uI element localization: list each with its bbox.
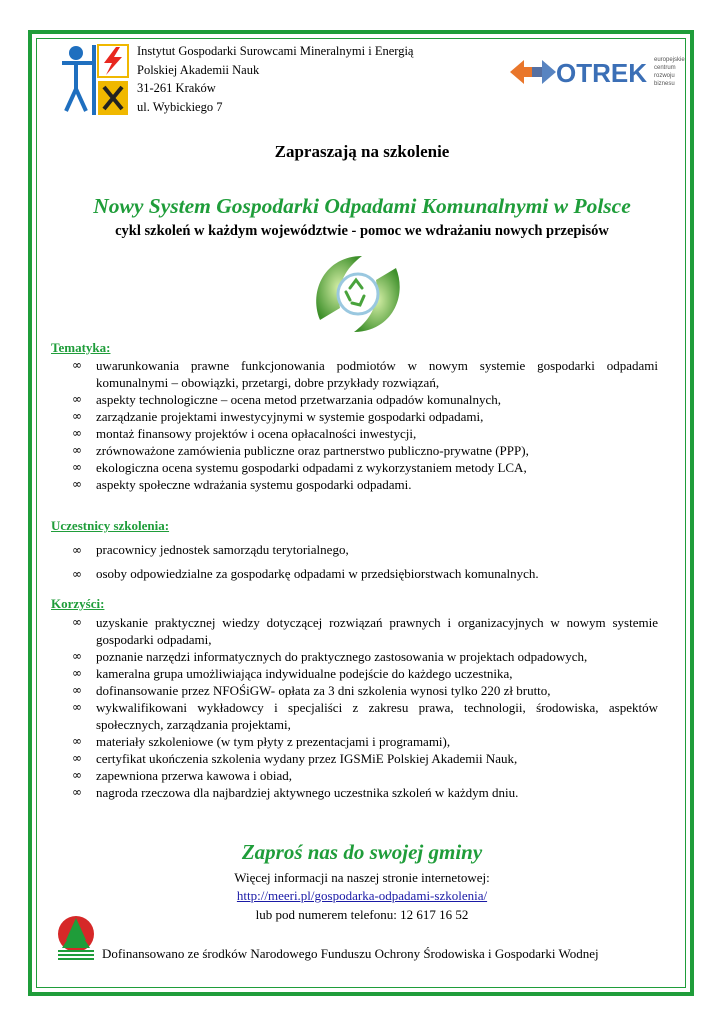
tematyka-list	[72, 357, 658, 493]
institute-academy-line: Polskiej Akademii Nauk	[137, 62, 260, 77]
institute-city-line: 31-261 Kraków	[137, 81, 216, 95]
otrek-tagline-4: biznesu	[654, 81, 675, 87]
section-heading-korzysci: Korzyści:	[51, 596, 105, 611]
list-item: ∞ nagroda rzeczowa dla najbardziej aktywnego uczestnika szkoleń w każdym dniu.	[72, 785, 519, 800]
list-item: ∞ aspekty społeczne wdrażania systemu gospodarki odpadami.	[72, 477, 412, 492]
bullet-icon: ∞	[72, 477, 82, 491]
list-item: ∞ wykwalifikowani wykładowcy i specjaliści z zakresu prawa, technologii, środowiska, aspektów społecznych, zarządzania projektami,	[72, 700, 658, 732]
bullet-icon: ∞	[72, 543, 82, 557]
otrek-tagline-1: europejskie	[654, 57, 685, 63]
list-item: ∞ zarządzanie projektami inwestycyjnymi w systemie gospodarki odpadami,	[72, 409, 484, 424]
nfosigw-logo	[54, 914, 98, 960]
bullet-icon: ∞	[72, 751, 82, 765]
list-item: ∞ pracownicy jednostek samorządu terytorialnego,	[72, 538, 658, 562]
uczestnicy-list	[72, 538, 658, 586]
bullet-icon: ∞	[72, 409, 82, 423]
institute-street-line: ul. Wybickiego 7	[137, 99, 223, 114]
website-link[interactable]: http://meeri.pl/gospodarka-odpadami-szkolenia/	[236, 888, 488, 903]
bullet-icon: ∞	[72, 567, 82, 581]
bullet-icon: ∞	[72, 615, 82, 629]
training-subtitle: cykl szkoleń w każdym województwie - pomoc we wdrażaniu nowych przepisów	[115, 223, 609, 239]
list-item: ∞ dofinansowanie przez NFOŚiGW- opłata za 3 dni szkolenia wynosi tylko 220 zł brutto,	[72, 683, 551, 698]
otrek-tagline-2: centrum	[654, 65, 676, 71]
list-item: ∞ ekologiczna ocena systemu gospodarki odpadami z wykorzystaniem metody LCA,	[72, 460, 527, 475]
bullet-icon: ∞	[72, 392, 82, 406]
more-info-text: Więcej informacji na naszej stronie internetowej:	[234, 870, 490, 885]
bullet-icon: ∞	[72, 443, 82, 457]
bullet-icon: ∞	[72, 700, 82, 714]
otrek-wordmark: OTREK	[556, 58, 647, 88]
invite-heading: Zapraszają na szkolenie	[274, 142, 450, 161]
cta-heading: Zaproś nas do swojej gminy	[241, 840, 483, 864]
list-item: ∞ aspekty technologiczne – ocena metod przetwarzania odpadów komunalnych,	[72, 392, 502, 407]
bullet-icon: ∞	[72, 649, 82, 663]
bullet-icon: ∞	[72, 666, 82, 680]
section-heading-uczestnicy: Uczestnicy szkolenia:	[51, 518, 170, 533]
institute-address	[137, 42, 413, 116]
list-item: ∞ materiały szkoleniowe (w tym płyty z prezentacjami i programami),	[72, 734, 451, 749]
korzysci-list	[72, 614, 658, 801]
funding-note: Dofinansowano ze środków Narodowego Funduszu Ochrony Środowiska i Gospodarki Wodnej	[102, 946, 599, 961]
bullet-icon: ∞	[72, 768, 82, 782]
training-title: Nowy System Gospodarki Odpadami Komunalnymi w Polsce	[93, 194, 631, 218]
otrek-logo	[508, 52, 685, 92]
institute-name-line: Instytut Gospodarki Surowcami Mineralnymi i Energią	[137, 44, 414, 58]
bullet-icon: ∞	[72, 683, 82, 697]
list-item: ∞ uzyskanie praktycznej wiedzy dotyczącej rozwiązań prawnych i organizacyjnych w nowym systemie gospodarki odpadami,	[72, 615, 658, 647]
list-item: ∞ kameralna grupa umożliwiająca indywidualne podejście do każdego uczestnika,	[72, 666, 513, 681]
list-item: ∞ osoby odpowiedzialne za gospodarkę odpadami w przedsiębiorstwach komunalnych.	[72, 562, 658, 586]
list-item: ∞ zapewniona przerwa kawowa i obiad,	[72, 768, 292, 783]
section-heading-tematyka: Tematyka:	[51, 340, 111, 355]
institute-logo	[62, 45, 128, 115]
recycle-leaf-icon	[306, 250, 410, 338]
phone-text: lub pod numerem telefonu: 12 617 16 52	[255, 907, 469, 922]
list-item: ∞ montaż finansowy projektów i ocena opłacalności inwestycji,	[72, 426, 417, 441]
bullet-icon: ∞	[72, 426, 82, 440]
bullet-icon: ∞	[72, 460, 82, 474]
bullet-icon: ∞	[72, 358, 82, 372]
bullet-icon: ∞	[72, 785, 82, 799]
list-item: ∞ certyfikat ukończenia szkolenia wydany przez IGSMiE Polskiej Akademii Nauk,	[72, 751, 518, 766]
list-item: ∞ uwarunkowania prawne funkcjonowania podmiotów w nowym systemie gospodarki odpadami komunalnymi – obowiązki, przetargi, dobre przykłady rozwiązań,	[72, 358, 658, 390]
list-item: ∞ poznanie narzędzi informatycznych do praktycznego zastosowania w projektach odpadowych,	[72, 649, 588, 664]
list-item: ∞ zrównoważone zamówienia publiczne oraz partnerstwo publiczno-prywatne (PPP),	[72, 443, 529, 458]
otrek-tagline-3: rozwoju	[654, 73, 675, 79]
bullet-icon: ∞	[72, 734, 82, 748]
